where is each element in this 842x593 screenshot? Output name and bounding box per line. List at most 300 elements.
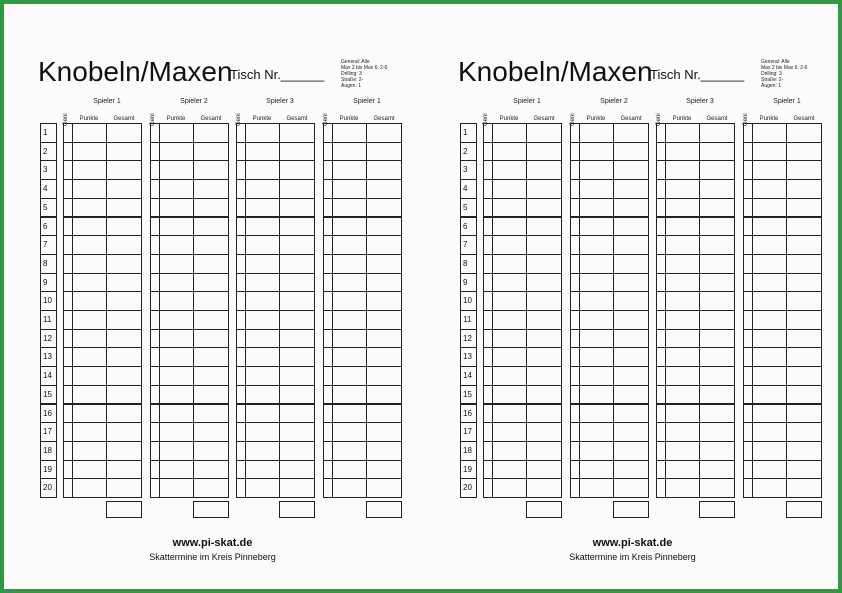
- gesamt-cell[interactable]: [699, 217, 735, 237]
- punkte-cell[interactable]: [72, 217, 107, 237]
- punkte-cell[interactable]: [72, 347, 107, 367]
- punkte-cell[interactable]: [159, 422, 194, 442]
- gesamt-cell[interactable]: [699, 385, 735, 405]
- punkte-cell[interactable]: [579, 422, 614, 442]
- gesamt-cell[interactable]: [613, 235, 649, 255]
- gesamt-cell[interactable]: [366, 329, 402, 349]
- punkte-cell[interactable]: [665, 460, 700, 480]
- punkte-cell[interactable]: [665, 142, 700, 162]
- gesamt-cell[interactable]: [699, 347, 735, 367]
- punkte-cell[interactable]: [665, 347, 700, 367]
- punkte-cell[interactable]: [245, 366, 280, 386]
- punkte-cell[interactable]: [332, 142, 367, 162]
- punkte-cell[interactable]: [579, 123, 614, 143]
- gesamt-cell[interactable]: [699, 179, 735, 199]
- gesamt-cell[interactable]: [106, 329, 142, 349]
- punkte-cell[interactable]: [579, 329, 614, 349]
- gesamt-cell[interactable]: [193, 123, 229, 143]
- total-box[interactable]: [366, 501, 402, 518]
- punkte-cell[interactable]: [579, 254, 614, 274]
- total-box[interactable]: [699, 501, 735, 518]
- punkte-cell[interactable]: [159, 198, 194, 218]
- punkte-cell[interactable]: [752, 273, 787, 293]
- gesamt-cell[interactable]: [786, 404, 822, 424]
- gesamt-cell[interactable]: [786, 385, 822, 405]
- punkte-cell[interactable]: [492, 123, 527, 143]
- punkte-cell[interactable]: [579, 460, 614, 480]
- punkte-cell[interactable]: [72, 123, 107, 143]
- gesamt-cell[interactable]: [786, 329, 822, 349]
- gesamt-cell[interactable]: [613, 179, 649, 199]
- punkte-cell[interactable]: [245, 160, 280, 180]
- punkte-cell[interactable]: [332, 366, 367, 386]
- gesamt-cell[interactable]: [193, 142, 229, 162]
- punkte-cell[interactable]: [665, 254, 700, 274]
- punkte-cell[interactable]: [332, 404, 367, 424]
- punkte-cell[interactable]: [72, 160, 107, 180]
- punkte-cell[interactable]: [159, 478, 194, 498]
- punkte-cell[interactable]: [579, 291, 614, 311]
- gesamt-cell[interactable]: [786, 235, 822, 255]
- punkte-cell[interactable]: [159, 366, 194, 386]
- gesamt-cell[interactable]: [699, 404, 735, 424]
- gesamt-cell[interactable]: [366, 198, 402, 218]
- punkte-cell[interactable]: [579, 217, 614, 237]
- punkte-cell[interactable]: [332, 160, 367, 180]
- punkte-cell[interactable]: [665, 273, 700, 293]
- punkte-cell[interactable]: [665, 198, 700, 218]
- punkte-cell[interactable]: [245, 460, 280, 480]
- punkte-cell[interactable]: [579, 347, 614, 367]
- punkte-cell[interactable]: [579, 441, 614, 461]
- punkte-cell[interactable]: [159, 160, 194, 180]
- punkte-cell[interactable]: [492, 422, 527, 442]
- gesamt-cell[interactable]: [366, 142, 402, 162]
- punkte-cell[interactable]: [159, 235, 194, 255]
- punkte-cell[interactable]: [752, 142, 787, 162]
- gesamt-cell[interactable]: [786, 291, 822, 311]
- gesamt-cell[interactable]: [526, 123, 562, 143]
- gesamt-cell[interactable]: [279, 441, 315, 461]
- punkte-cell[interactable]: [579, 198, 614, 218]
- gesamt-cell[interactable]: [613, 460, 649, 480]
- gesamt-cell[interactable]: [613, 142, 649, 162]
- gesamt-cell[interactable]: [786, 441, 822, 461]
- gesamt-cell[interactable]: [699, 142, 735, 162]
- gesamt-cell[interactable]: [366, 347, 402, 367]
- gesamt-cell[interactable]: [279, 422, 315, 442]
- punkte-cell[interactable]: [159, 217, 194, 237]
- gesamt-cell[interactable]: [193, 404, 229, 424]
- gesamt-cell[interactable]: [786, 422, 822, 442]
- gesamt-cell[interactable]: [193, 291, 229, 311]
- gesamt-cell[interactable]: [279, 366, 315, 386]
- gesamt-cell[interactable]: [279, 142, 315, 162]
- gesamt-cell[interactable]: [193, 198, 229, 218]
- punkte-cell[interactable]: [665, 235, 700, 255]
- gesamt-cell[interactable]: [366, 422, 402, 442]
- gesamt-cell[interactable]: [699, 160, 735, 180]
- gesamt-cell[interactable]: [279, 273, 315, 293]
- gesamt-cell[interactable]: [526, 310, 562, 330]
- total-box[interactable]: [193, 501, 229, 518]
- punkte-cell[interactable]: [492, 404, 527, 424]
- punkte-cell[interactable]: [245, 478, 280, 498]
- punkte-cell[interactable]: [245, 385, 280, 405]
- gesamt-cell[interactable]: [279, 217, 315, 237]
- punkte-cell[interactable]: [579, 235, 614, 255]
- gesamt-cell[interactable]: [786, 198, 822, 218]
- gesamt-cell[interactable]: [699, 422, 735, 442]
- gesamt-cell[interactable]: [193, 179, 229, 199]
- punkte-cell[interactable]: [665, 329, 700, 349]
- gesamt-cell[interactable]: [366, 217, 402, 237]
- punkte-cell[interactable]: [492, 160, 527, 180]
- gesamt-cell[interactable]: [699, 273, 735, 293]
- punkte-cell[interactable]: [752, 422, 787, 442]
- punkte-cell[interactable]: [245, 142, 280, 162]
- gesamt-cell[interactable]: [106, 273, 142, 293]
- punkte-cell[interactable]: [665, 217, 700, 237]
- gesamt-cell[interactable]: [106, 460, 142, 480]
- punkte-cell[interactable]: [332, 478, 367, 498]
- gesamt-cell[interactable]: [279, 254, 315, 274]
- punkte-cell[interactable]: [332, 291, 367, 311]
- punkte-cell[interactable]: [245, 347, 280, 367]
- punkte-cell[interactable]: [159, 179, 194, 199]
- punkte-cell[interactable]: [159, 329, 194, 349]
- gesamt-cell[interactable]: [786, 179, 822, 199]
- punkte-cell[interactable]: [159, 291, 194, 311]
- gesamt-cell[interactable]: [699, 460, 735, 480]
- punkte-cell[interactable]: [72, 198, 107, 218]
- gesamt-cell[interactable]: [613, 123, 649, 143]
- gesamt-cell[interactable]: [699, 254, 735, 274]
- gesamt-cell[interactable]: [279, 160, 315, 180]
- punkte-cell[interactable]: [159, 310, 194, 330]
- gesamt-cell[interactable]: [699, 441, 735, 461]
- punkte-cell[interactable]: [752, 366, 787, 386]
- gesamt-cell[interactable]: [193, 422, 229, 442]
- gesamt-cell[interactable]: [193, 329, 229, 349]
- gesamt-cell[interactable]: [366, 478, 402, 498]
- punkte-cell[interactable]: [665, 123, 700, 143]
- gesamt-cell[interactable]: [106, 310, 142, 330]
- gesamt-cell[interactable]: [526, 217, 562, 237]
- total-box[interactable]: [106, 501, 142, 518]
- gesamt-cell[interactable]: [366, 273, 402, 293]
- gesamt-cell[interactable]: [786, 366, 822, 386]
- gesamt-cell[interactable]: [526, 329, 562, 349]
- gesamt-cell[interactable]: [786, 142, 822, 162]
- punkte-cell[interactable]: [332, 179, 367, 199]
- gesamt-cell[interactable]: [106, 142, 142, 162]
- gesamt-cell[interactable]: [366, 404, 402, 424]
- punkte-cell[interactable]: [492, 142, 527, 162]
- punkte-cell[interactable]: [579, 478, 614, 498]
- gesamt-cell[interactable]: [786, 123, 822, 143]
- punkte-cell[interactable]: [332, 273, 367, 293]
- gesamt-cell[interactable]: [106, 198, 142, 218]
- gesamt-cell[interactable]: [366, 441, 402, 461]
- punkte-cell[interactable]: [72, 273, 107, 293]
- gesamt-cell[interactable]: [106, 385, 142, 405]
- total-box[interactable]: [786, 501, 822, 518]
- punkte-cell[interactable]: [245, 273, 280, 293]
- punkte-cell[interactable]: [245, 441, 280, 461]
- punkte-cell[interactable]: [332, 217, 367, 237]
- gesamt-cell[interactable]: [786, 217, 822, 237]
- gesamt-cell[interactable]: [279, 404, 315, 424]
- gesamt-cell[interactable]: [193, 478, 229, 498]
- punkte-cell[interactable]: [332, 347, 367, 367]
- gesamt-cell[interactable]: [193, 366, 229, 386]
- gesamt-cell[interactable]: [526, 441, 562, 461]
- punkte-cell[interactable]: [492, 198, 527, 218]
- gesamt-cell[interactable]: [366, 123, 402, 143]
- gesamt-cell[interactable]: [613, 198, 649, 218]
- punkte-cell[interactable]: [72, 142, 107, 162]
- punkte-cell[interactable]: [72, 478, 107, 498]
- punkte-cell[interactable]: [72, 179, 107, 199]
- punkte-cell[interactable]: [579, 179, 614, 199]
- total-box[interactable]: [279, 501, 315, 518]
- gesamt-cell[interactable]: [613, 217, 649, 237]
- gesamt-cell[interactable]: [106, 478, 142, 498]
- punkte-cell[interactable]: [752, 310, 787, 330]
- gesamt-cell[interactable]: [279, 123, 315, 143]
- gesamt-cell[interactable]: [699, 329, 735, 349]
- punkte-cell[interactable]: [752, 123, 787, 143]
- gesamt-cell[interactable]: [106, 422, 142, 442]
- gesamt-cell[interactable]: [613, 329, 649, 349]
- punkte-cell[interactable]: [159, 385, 194, 405]
- gesamt-cell[interactable]: [279, 347, 315, 367]
- punkte-cell[interactable]: [72, 385, 107, 405]
- punkte-cell[interactable]: [579, 385, 614, 405]
- gesamt-cell[interactable]: [613, 291, 649, 311]
- table-number-field[interactable]: Tisch Nr.______: [230, 67, 325, 82]
- punkte-cell[interactable]: [332, 460, 367, 480]
- table-number-field[interactable]: Tisch Nr.______: [650, 67, 745, 82]
- punkte-cell[interactable]: [492, 217, 527, 237]
- gesamt-cell[interactable]: [526, 273, 562, 293]
- gesamt-cell[interactable]: [279, 460, 315, 480]
- gesamt-cell[interactable]: [279, 291, 315, 311]
- gesamt-cell[interactable]: [193, 217, 229, 237]
- punkte-cell[interactable]: [159, 123, 194, 143]
- gesamt-cell[interactable]: [106, 366, 142, 386]
- gesamt-cell[interactable]: [193, 441, 229, 461]
- punkte-cell[interactable]: [159, 347, 194, 367]
- punkte-cell[interactable]: [245, 291, 280, 311]
- punkte-cell[interactable]: [752, 329, 787, 349]
- punkte-cell[interactable]: [579, 310, 614, 330]
- gesamt-cell[interactable]: [279, 478, 315, 498]
- punkte-cell[interactable]: [72, 422, 107, 442]
- gesamt-cell[interactable]: [279, 310, 315, 330]
- punkte-cell[interactable]: [72, 404, 107, 424]
- punkte-cell[interactable]: [492, 347, 527, 367]
- punkte-cell[interactable]: [332, 310, 367, 330]
- punkte-cell[interactable]: [72, 235, 107, 255]
- punkte-cell[interactable]: [579, 273, 614, 293]
- punkte-cell[interactable]: [492, 441, 527, 461]
- gesamt-cell[interactable]: [786, 460, 822, 480]
- gesamt-cell[interactable]: [279, 385, 315, 405]
- punkte-cell[interactable]: [752, 217, 787, 237]
- punkte-cell[interactable]: [665, 441, 700, 461]
- gesamt-cell[interactable]: [699, 478, 735, 498]
- punkte-cell[interactable]: [332, 385, 367, 405]
- gesamt-cell[interactable]: [613, 273, 649, 293]
- gesamt-cell[interactable]: [613, 478, 649, 498]
- punkte-cell[interactable]: [245, 235, 280, 255]
- punkte-cell[interactable]: [492, 179, 527, 199]
- gesamt-cell[interactable]: [786, 273, 822, 293]
- gesamt-cell[interactable]: [106, 254, 142, 274]
- gesamt-cell[interactable]: [366, 179, 402, 199]
- punkte-cell[interactable]: [245, 329, 280, 349]
- punkte-cell[interactable]: [665, 478, 700, 498]
- gesamt-cell[interactable]: [526, 460, 562, 480]
- punkte-cell[interactable]: [665, 385, 700, 405]
- gesamt-cell[interactable]: [526, 254, 562, 274]
- gesamt-cell[interactable]: [613, 160, 649, 180]
- gesamt-cell[interactable]: [613, 366, 649, 386]
- gesamt-cell[interactable]: [366, 385, 402, 405]
- total-box[interactable]: [613, 501, 649, 518]
- gesamt-cell[interactable]: [366, 254, 402, 274]
- punkte-cell[interactable]: [579, 366, 614, 386]
- punkte-cell[interactable]: [492, 478, 527, 498]
- punkte-cell[interactable]: [245, 198, 280, 218]
- punkte-cell[interactable]: [245, 179, 280, 199]
- punkte-cell[interactable]: [245, 123, 280, 143]
- punkte-cell[interactable]: [665, 179, 700, 199]
- punkte-cell[interactable]: [492, 310, 527, 330]
- gesamt-cell[interactable]: [526, 385, 562, 405]
- gesamt-cell[interactable]: [106, 217, 142, 237]
- gesamt-cell[interactable]: [279, 198, 315, 218]
- punkte-cell[interactable]: [665, 160, 700, 180]
- gesamt-cell[interactable]: [106, 179, 142, 199]
- gesamt-cell[interactable]: [106, 160, 142, 180]
- gesamt-cell[interactable]: [366, 366, 402, 386]
- gesamt-cell[interactable]: [786, 160, 822, 180]
- punkte-cell[interactable]: [492, 366, 527, 386]
- punkte-cell[interactable]: [752, 441, 787, 461]
- gesamt-cell[interactable]: [106, 347, 142, 367]
- punkte-cell[interactable]: [579, 160, 614, 180]
- punkte-cell[interactable]: [579, 142, 614, 162]
- punkte-cell[interactable]: [752, 198, 787, 218]
- gesamt-cell[interactable]: [613, 422, 649, 442]
- gesamt-cell[interactable]: [699, 310, 735, 330]
- gesamt-cell[interactable]: [613, 404, 649, 424]
- gesamt-cell[interactable]: [786, 254, 822, 274]
- gesamt-cell[interactable]: [526, 179, 562, 199]
- punkte-cell[interactable]: [159, 441, 194, 461]
- punkte-cell[interactable]: [159, 460, 194, 480]
- gesamt-cell[interactable]: [526, 347, 562, 367]
- punkte-cell[interactable]: [332, 441, 367, 461]
- gesamt-cell[interactable]: [526, 235, 562, 255]
- punkte-cell[interactable]: [332, 254, 367, 274]
- gesamt-cell[interactable]: [366, 460, 402, 480]
- punkte-cell[interactable]: [72, 441, 107, 461]
- gesamt-cell[interactable]: [526, 478, 562, 498]
- gesamt-cell[interactable]: [279, 235, 315, 255]
- punkte-cell[interactable]: [332, 198, 367, 218]
- punkte-cell[interactable]: [752, 347, 787, 367]
- gesamt-cell[interactable]: [526, 366, 562, 386]
- gesamt-cell[interactable]: [786, 310, 822, 330]
- gesamt-cell[interactable]: [526, 291, 562, 311]
- punkte-cell[interactable]: [492, 385, 527, 405]
- gesamt-cell[interactable]: [526, 160, 562, 180]
- punkte-cell[interactable]: [245, 217, 280, 237]
- punkte-cell[interactable]: [752, 235, 787, 255]
- punkte-cell[interactable]: [332, 235, 367, 255]
- gesamt-cell[interactable]: [366, 235, 402, 255]
- gesamt-cell[interactable]: [106, 123, 142, 143]
- punkte-cell[interactable]: [752, 385, 787, 405]
- gesamt-cell[interactable]: [193, 273, 229, 293]
- punkte-cell[interactable]: [492, 460, 527, 480]
- gesamt-cell[interactable]: [699, 123, 735, 143]
- gesamt-cell[interactable]: [106, 441, 142, 461]
- punkte-cell[interactable]: [665, 366, 700, 386]
- gesamt-cell[interactable]: [526, 198, 562, 218]
- punkte-cell[interactable]: [492, 291, 527, 311]
- gesamt-cell[interactable]: [193, 254, 229, 274]
- gesamt-cell[interactable]: [193, 385, 229, 405]
- gesamt-cell[interactable]: [279, 329, 315, 349]
- punkte-cell[interactable]: [332, 123, 367, 143]
- punkte-cell[interactable]: [579, 404, 614, 424]
- punkte-cell[interactable]: [492, 235, 527, 255]
- gesamt-cell[interactable]: [193, 235, 229, 255]
- gesamt-cell[interactable]: [193, 310, 229, 330]
- punkte-cell[interactable]: [332, 329, 367, 349]
- gesamt-cell[interactable]: [699, 198, 735, 218]
- punkte-cell[interactable]: [159, 273, 194, 293]
- punkte-cell[interactable]: [752, 160, 787, 180]
- gesamt-cell[interactable]: [613, 254, 649, 274]
- gesamt-cell[interactable]: [613, 347, 649, 367]
- punkte-cell[interactable]: [159, 142, 194, 162]
- gesamt-cell[interactable]: [279, 179, 315, 199]
- punkte-cell[interactable]: [245, 404, 280, 424]
- gesamt-cell[interactable]: [526, 404, 562, 424]
- gesamt-cell[interactable]: [786, 478, 822, 498]
- punkte-cell[interactable]: [245, 422, 280, 442]
- punkte-cell[interactable]: [665, 404, 700, 424]
- gesamt-cell[interactable]: [699, 291, 735, 311]
- gesamt-cell[interactable]: [699, 235, 735, 255]
- gesamt-cell[interactable]: [193, 347, 229, 367]
- punkte-cell[interactable]: [752, 404, 787, 424]
- punkte-cell[interactable]: [72, 310, 107, 330]
- punkte-cell[interactable]: [752, 254, 787, 274]
- punkte-cell[interactable]: [159, 404, 194, 424]
- punkte-cell[interactable]: [72, 366, 107, 386]
- gesamt-cell[interactable]: [526, 422, 562, 442]
- punkte-cell[interactable]: [665, 310, 700, 330]
- gesamt-cell[interactable]: [699, 366, 735, 386]
- gesamt-cell[interactable]: [613, 310, 649, 330]
